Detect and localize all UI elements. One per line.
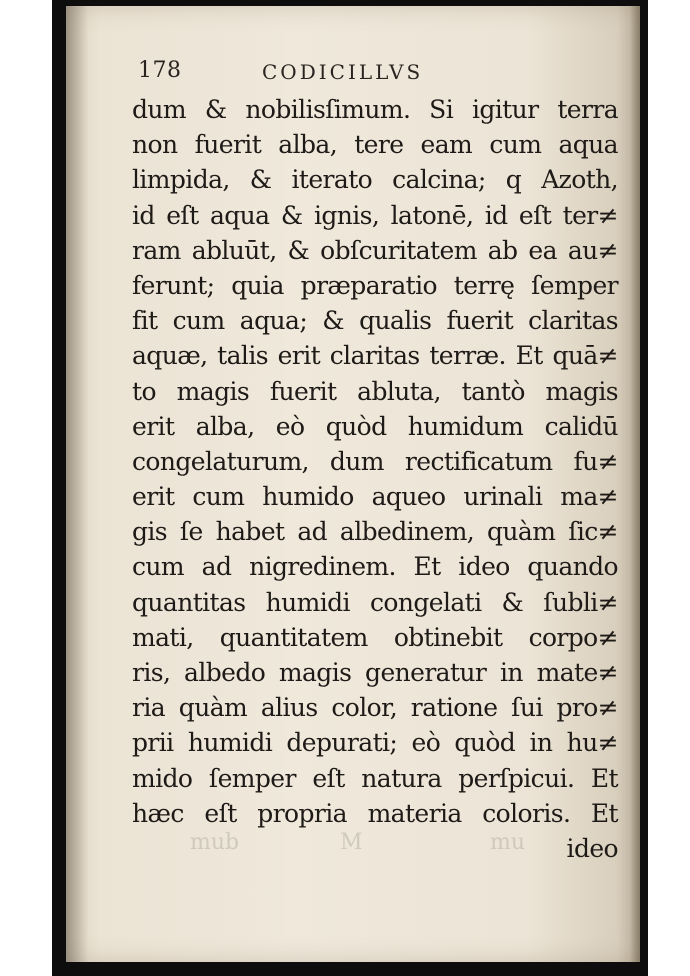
text-line: gis ſe habet ad albedinem, quàm ſic≠ bbox=[132, 517, 618, 547]
text-line: ria quàm alius color, ratione ſui pro≠ bbox=[132, 693, 618, 723]
text-line: congelaturum, dum rectificatum fu≠ bbox=[132, 446, 618, 476]
show-through-word: M bbox=[340, 830, 363, 855]
text-line: ris, albedo magis generatur in mate≠ bbox=[132, 658, 618, 687]
text-line: to magis fuerit abluta, tantò magis bbox=[132, 376, 618, 406]
text-line: mati, quantitatem obtinebit corpo≠ bbox=[132, 622, 618, 652]
gutter-shadow bbox=[66, 6, 88, 962]
text-line: id eſt aqua & ignis, latonē, id eſt ter≠ bbox=[132, 200, 618, 230]
text-line: dum & nobilisſimum. Si igitur terra bbox=[132, 95, 618, 124]
page-number: 178 bbox=[138, 58, 182, 83]
text-line: ferunt; quia præparatio terrę ſemper bbox=[132, 270, 618, 300]
text-line: limpida, & iterato calcina; q Azoth, bbox=[132, 165, 618, 195]
text-line: quantitas humidi congelati & ſubli≠ bbox=[132, 587, 618, 617]
text-line: ram abluūt, & obſcuritatem ab ea au≠ bbox=[132, 235, 618, 265]
show-through-word: mu bbox=[490, 830, 526, 855]
text-line: cum ad nigredinem. Et ideo quando bbox=[132, 552, 618, 582]
text-line: erit cum humido aqueo urinali ma≠ bbox=[132, 482, 618, 512]
text-line: erit alba, eò quòd humidum calidū bbox=[132, 411, 618, 441]
text-line: mido ſemper eſt natura perſpicui. Et bbox=[132, 763, 618, 793]
page-edge bbox=[630, 6, 640, 962]
show-through-word: mub bbox=[190, 830, 240, 855]
text-line: aquæ, talis erit claritas terræ. Et quā≠ bbox=[132, 341, 618, 371]
catchword: ideo bbox=[566, 833, 618, 863]
text-line: prii humidi depurati; eò quòd in hu≠ bbox=[132, 728, 618, 758]
running-title: CODICILLVS bbox=[262, 60, 424, 84]
text-line: hæc eſt propria materia coloris. Et bbox=[132, 798, 618, 828]
running-head bbox=[138, 58, 558, 88]
text-line: non fuerit alba, tere eam cum aqua bbox=[132, 130, 618, 160]
body-text bbox=[132, 92, 618, 866]
show-through-text bbox=[190, 830, 590, 860]
text-line: fit cum aqua; & qualis fuerit claritas bbox=[132, 306, 618, 336]
